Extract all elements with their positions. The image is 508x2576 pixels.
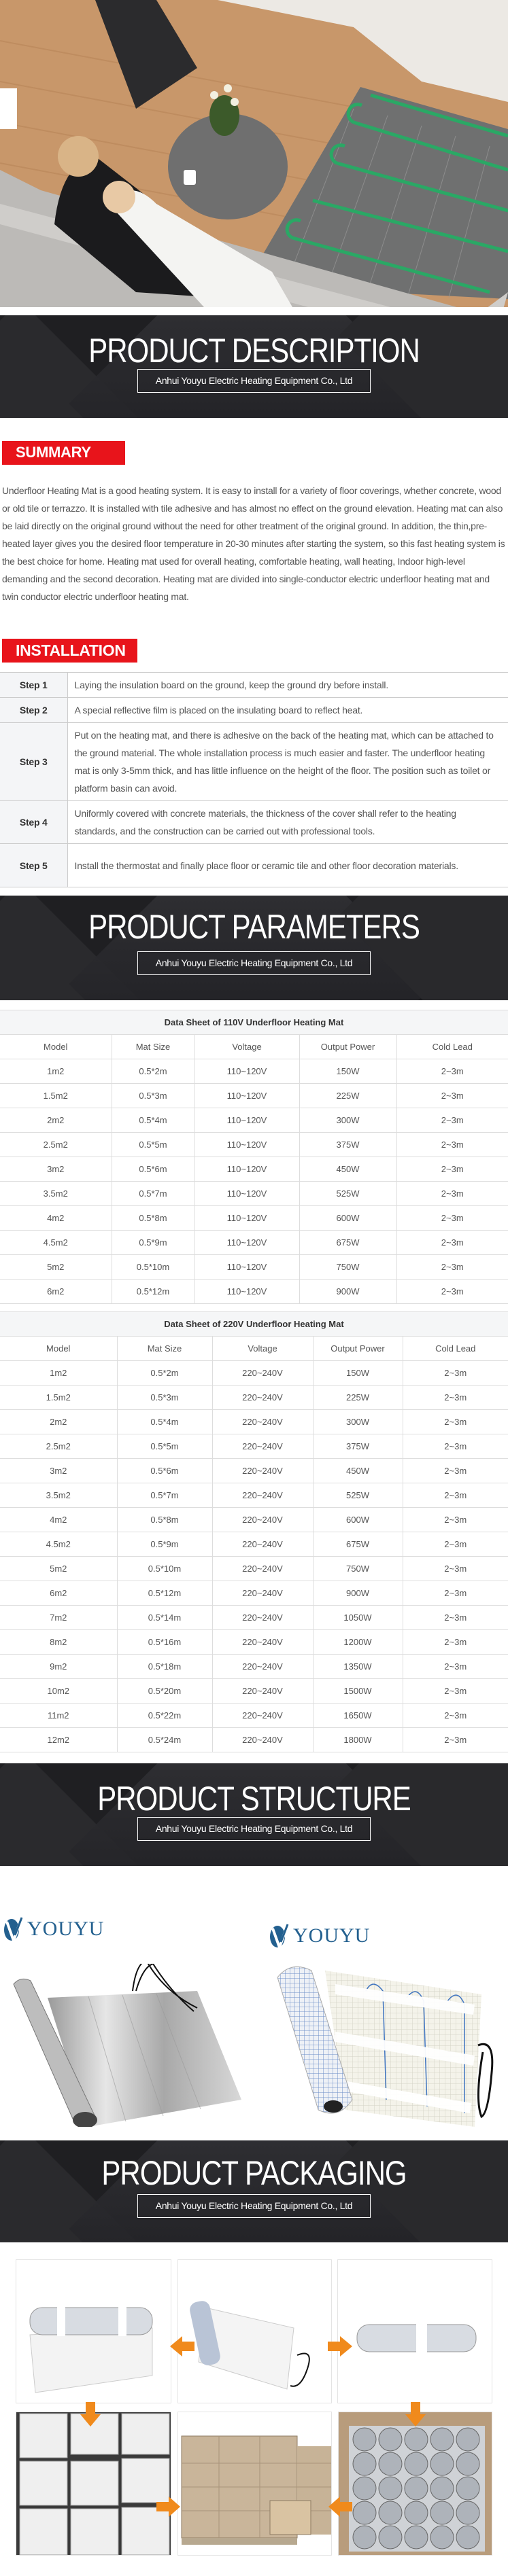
table-cell: 0.5*2m	[117, 1361, 212, 1386]
table-cell: 1.5m2	[0, 1386, 117, 1410]
section-banner-description	[0, 315, 508, 418]
installation-step-row	[0, 723, 508, 801]
step-description: Uniformly covered with concrete materials, the thickness of the cover shall refer to the heating standards, and the construction can be carried out with professional tools.	[67, 801, 508, 844]
table-row	[0, 1361, 508, 1386]
table-row	[0, 1459, 508, 1483]
table-cell: 220~240V	[212, 1606, 313, 1630]
arrow-right-icon	[169, 2496, 180, 2517]
table-row	[0, 1084, 508, 1108]
section-title: PRODUCT DESCRIPTION	[88, 331, 420, 370]
table-cell: 0.5*18m	[117, 1655, 212, 1679]
table-cell: 450W	[299, 1157, 396, 1182]
section-title: PRODUCT PACKAGING	[101, 2153, 407, 2192]
table-cell: 0.5*10m	[117, 1557, 212, 1581]
installation-table	[0, 672, 508, 887]
table-row	[0, 1679, 508, 1704]
table-cell: 450W	[313, 1459, 403, 1483]
table-cell: 4m2	[0, 1508, 117, 1532]
table-cell: 4m2	[0, 1206, 112, 1231]
table-cell: 2~3m	[403, 1483, 508, 1508]
section-banner-parameters	[0, 896, 508, 1000]
hero-image	[0, 0, 508, 307]
table-cell: 2~3m	[403, 1704, 508, 1728]
section-title: PRODUCT STRUCTURE	[97, 1779, 411, 1818]
table-cell: 2~3m	[396, 1255, 508, 1280]
table-cell: 6m2	[0, 1280, 112, 1304]
table-cell: 2~3m	[396, 1182, 508, 1206]
table-cell: 220~240V	[212, 1679, 313, 1704]
table-caption-row	[0, 1312, 508, 1337]
table-cell: 900W	[299, 1280, 396, 1304]
table-cell: 0.5*7m	[112, 1182, 194, 1206]
step-label: Step 3	[0, 723, 67, 801]
table-cell: 7m2	[0, 1606, 117, 1630]
table-cell: 2~3m	[403, 1386, 508, 1410]
table-cell: 150W	[299, 1059, 396, 1084]
table-cell: 150W	[313, 1361, 403, 1386]
youyu-logo	[269, 1920, 370, 1952]
company-name-box: Anhui Youyu Electric Heating Equipment Co., Ltd	[137, 1817, 371, 1841]
section-banner-structure	[0, 1763, 508, 1866]
table-cell: 3m2	[0, 1459, 117, 1483]
table-cell: 1650W	[313, 1704, 403, 1728]
table-row	[0, 1108, 508, 1133]
company-name-box: Anhui Youyu Electric Heating Equipment Co., Ltd	[137, 369, 371, 393]
table-cell: 220~240V	[212, 1728, 313, 1752]
table-cell: 1800W	[313, 1728, 403, 1752]
table-cell: 2.5m2	[0, 1133, 112, 1157]
step-label: Step 1	[0, 673, 67, 698]
table-row	[0, 1133, 508, 1157]
table-cell: 11m2	[0, 1704, 117, 1728]
table-cell: 0.5*9m	[112, 1231, 194, 1255]
table-cell: 110~120V	[194, 1084, 299, 1108]
table-cell: 8m2	[0, 1630, 117, 1655]
table-cell: 0.5*9m	[117, 1532, 212, 1557]
table-cell: 2~3m	[403, 1508, 508, 1532]
table-cell: 3.5m2	[0, 1483, 117, 1508]
table-cell: 2~3m	[396, 1133, 508, 1157]
table-cell: 2~3m	[403, 1679, 508, 1704]
table-cell: 3.5m2	[0, 1182, 112, 1206]
table-cell: 2.5m2	[0, 1434, 117, 1459]
table-cell: 220~240V	[212, 1581, 313, 1606]
table-cell: 110~120V	[194, 1255, 299, 1280]
table-cell: 0.5*16m	[117, 1630, 212, 1655]
table-cell: 110~120V	[194, 1059, 299, 1084]
table-cell: 0.5*6m	[112, 1157, 194, 1182]
table-cell: 220~240V	[212, 1386, 313, 1410]
table-cell: 2~3m	[396, 1280, 508, 1304]
table-row	[0, 1410, 508, 1434]
table-cell: 2~3m	[396, 1157, 508, 1182]
table-cell: 5m2	[0, 1557, 117, 1581]
step-description: Put on the heating mat, and there is adhesive on the back of the heating mat, which can be attached to the ground material. The whole installation process is much easier and faster. The underfloor heating mat is only 3-5mm thick, and has little influence on the height of the floor. The position such as toilet or platform basin can avoid.	[67, 723, 508, 801]
table-cell: 225W	[299, 1084, 396, 1108]
arrow-left-icon	[181, 2342, 194, 2351]
column-header: Output Power	[299, 1035, 396, 1059]
table-cell: 0.5*12m	[117, 1581, 212, 1606]
table-cell: 0.5*6m	[117, 1459, 212, 1483]
table-cell: 0.5*3m	[117, 1386, 212, 1410]
installation-step-row	[0, 673, 508, 698]
table-cell: 2~3m	[403, 1434, 508, 1459]
installation-step-row	[0, 698, 508, 723]
table-cell: 220~240V	[212, 1459, 313, 1483]
table-cell: 0.5*24m	[117, 1728, 212, 1752]
table-cell: 375W	[313, 1434, 403, 1459]
table-row	[0, 1508, 508, 1532]
section-banner-packaging	[0, 2140, 508, 2242]
table-cell: 110~120V	[194, 1182, 299, 1206]
step-description: Laying the insulation board on the ground, keep the ground dry before install.	[67, 673, 508, 698]
column-header: Voltage	[194, 1035, 299, 1059]
column-header: Output Power	[313, 1337, 403, 1361]
youyu-logo-mark-icon	[269, 1920, 289, 1952]
table-row	[0, 1581, 508, 1606]
table-row	[0, 1231, 508, 1255]
table-cell: 0.5*12m	[112, 1280, 194, 1304]
mesh-heating-mat-image	[271, 1964, 502, 2127]
table-cell: 900W	[313, 1581, 403, 1606]
table-cell: 9m2	[0, 1655, 117, 1679]
table-cell: 0.5*14m	[117, 1606, 212, 1630]
table-row	[0, 1206, 508, 1231]
table-cell: 750W	[299, 1255, 396, 1280]
table-cell: 525W	[313, 1483, 403, 1508]
table-cell: 2~3m	[396, 1084, 508, 1108]
table-cell: 2m2	[0, 1410, 117, 1434]
table-cell: 2~3m	[396, 1108, 508, 1133]
table-cell: 1050W	[313, 1606, 403, 1630]
table-cell: 0.5*10m	[112, 1255, 194, 1280]
section-title: PRODUCT PARAMETERS	[88, 907, 420, 946]
table-cell: 110~120V	[194, 1206, 299, 1231]
logo-text: YOUYU	[27, 1918, 105, 1940]
table-cell: 4.5m2	[0, 1231, 112, 1255]
installation-label: INSTALLATION	[2, 639, 137, 663]
table-cell: 6m2	[0, 1581, 117, 1606]
table-row	[0, 1557, 508, 1581]
installation-step-row	[0, 801, 508, 844]
table-row	[0, 1483, 508, 1508]
table-caption-row	[0, 1010, 508, 1035]
table-cell: 10m2	[0, 1679, 117, 1704]
table-cell: 2~3m	[403, 1630, 508, 1655]
table-cell: 220~240V	[212, 1483, 313, 1508]
arrow-down-icon	[80, 2414, 101, 2427]
table-cell: 0.5*8m	[117, 1508, 212, 1532]
table-cell: 2~3m	[396, 1231, 508, 1255]
table-cell: 2~3m	[403, 1459, 508, 1483]
table-cell: 1.5m2	[0, 1084, 112, 1108]
table-cell: 0.5*5m	[112, 1133, 194, 1157]
youyu-logo	[3, 1915, 104, 1943]
table-row	[0, 1386, 508, 1410]
table-row	[0, 1059, 508, 1084]
summary-label: SUMMARY	[2, 441, 125, 465]
table-cell: 675W	[299, 1231, 396, 1255]
table-cell: 600W	[313, 1508, 403, 1532]
table-cell: 0.5*4m	[112, 1108, 194, 1133]
table-cell: 220~240V	[212, 1361, 313, 1386]
table-cell: 220~240V	[212, 1655, 313, 1679]
table-cell: 0.5*3m	[112, 1084, 194, 1108]
table-cell: 225W	[313, 1386, 403, 1410]
step-description: A special reflective film is placed on the insulating board to reflect heat.	[67, 698, 508, 723]
table-cell: 220~240V	[212, 1704, 313, 1728]
arrow-left-icon	[170, 2336, 182, 2357]
table-cell: 0.5*2m	[112, 1059, 194, 1084]
table-cell: 750W	[313, 1557, 403, 1581]
table-cell: 220~240V	[212, 1434, 313, 1459]
table-row	[0, 1255, 508, 1280]
column-header: Model	[0, 1337, 117, 1361]
table-cell: 2~3m	[403, 1728, 508, 1752]
table-row	[0, 1606, 508, 1630]
column-header: Mat Size	[112, 1035, 194, 1059]
table-row	[0, 1728, 508, 1752]
table-cell: 2~3m	[403, 1410, 508, 1434]
company-name-box: Anhui Youyu Electric Heating Equipment Co., Ltd	[137, 951, 371, 975]
table-cell: 12m2	[0, 1728, 117, 1752]
table-cell: 1m2	[0, 1361, 117, 1386]
table-cell: 1200W	[313, 1630, 403, 1655]
foil-heating-mat-image	[0, 1964, 252, 2127]
table-row	[0, 1630, 508, 1655]
table-cell: 110~120V	[194, 1108, 299, 1133]
table-cell: 2~3m	[403, 1532, 508, 1557]
table-cell: 600W	[299, 1206, 396, 1231]
table-cell: 220~240V	[212, 1557, 313, 1581]
company-name-box: Anhui Youyu Electric Heating Equipment Co., Ltd	[137, 2194, 371, 2218]
table-row	[0, 1532, 508, 1557]
table-cell: 2~3m	[403, 1606, 508, 1630]
table-cell: 1m2	[0, 1059, 112, 1084]
table-row	[0, 1434, 508, 1459]
youyu-logo-mark-icon	[3, 1915, 23, 1943]
table-cell: 375W	[299, 1133, 396, 1157]
table-cell: 300W	[299, 1108, 396, 1133]
table-cell: 2~3m	[403, 1655, 508, 1679]
logo-text: YOUYU	[293, 1924, 371, 1947]
table-cell: 2~3m	[403, 1581, 508, 1606]
step-description: Install the thermostat and finally place floor or ceramic tile and other floor decoration materials.	[67, 844, 508, 887]
table-row	[0, 1182, 508, 1206]
column-header: Model	[0, 1035, 112, 1059]
table-cell: 0.5*20m	[117, 1679, 212, 1704]
step-label: Step 2	[0, 698, 67, 723]
table-row	[0, 1704, 508, 1728]
summary-text: Underfloor Heating Mat is a good heating system. It is easy to install for a variety of floor coverings, whether concrete, wood or old tile or terrazzo. It is installed with tile adhesive and has almost no effect on the ground elevation. Heating mat can also be laid directly on the original ground without the need for other treatment of the original ground. In addition, the thin,pre-heated layer gives you the desired floor temperature in 20-30 minutes after starting the system, so this fast heating system is the best choice for home. Heating mat used for overall heating, comfortable heating, wall heating, Indoor high-level demanding and the second decoration. Heating mat are divided into single-conductor electric underfloor heating mat and twin conductor electric underfloor heating mat.	[2, 485, 505, 602]
arrow-right-icon	[340, 2336, 352, 2357]
table-caption: Data Sheet of 110V Underfloor Heating Mat	[0, 1010, 508, 1035]
installation-step-row	[0, 844, 508, 887]
table-cell: 2~3m	[403, 1361, 508, 1386]
table-cell: 3m2	[0, 1157, 112, 1182]
table-cell: 5m2	[0, 1255, 112, 1280]
table-row	[0, 1280, 508, 1304]
table-cell: 0.5*22m	[117, 1704, 212, 1728]
table-cell: 110~120V	[194, 1280, 299, 1304]
arrow-left-icon	[328, 2496, 340, 2517]
table-cell: 2~3m	[396, 1059, 508, 1084]
column-header: Mat Size	[117, 1337, 212, 1361]
data-sheet-110v	[0, 1010, 508, 1304]
table-cell: 0.5*4m	[117, 1410, 212, 1434]
table-cell: 300W	[313, 1410, 403, 1434]
table-cell: 220~240V	[212, 1630, 313, 1655]
table-cell: 220~240V	[212, 1532, 313, 1557]
arrow-down-icon	[405, 2414, 426, 2427]
table-row	[0, 1157, 508, 1182]
table-cell: 110~120V	[194, 1157, 299, 1182]
column-header: Cold Lead	[403, 1337, 508, 1361]
table-cell: 0.5*8m	[112, 1206, 194, 1231]
table-cell: 110~120V	[194, 1133, 299, 1157]
table-cell: 525W	[299, 1182, 396, 1206]
column-header: Voltage	[212, 1337, 313, 1361]
table-cell: 220~240V	[212, 1508, 313, 1532]
table-cell: 110~120V	[194, 1231, 299, 1255]
packaging-flow-arrows	[0, 2259, 508, 2576]
table-cell: 2~3m	[403, 1557, 508, 1581]
table-cell: 220~240V	[212, 1410, 313, 1434]
column-header: Cold Lead	[396, 1035, 508, 1059]
table-cell: 0.5*7m	[117, 1483, 212, 1508]
data-sheet-220v	[0, 1311, 508, 1752]
step-label: Step 4	[0, 801, 67, 844]
table-cell: 1350W	[313, 1655, 403, 1679]
table-cell: 0.5*5m	[117, 1434, 212, 1459]
table-caption: Data Sheet of 220V Underfloor Heating Mat	[0, 1312, 508, 1337]
table-cell: 1500W	[313, 1679, 403, 1704]
step-label: Step 5	[0, 844, 67, 887]
table-header-row	[0, 1035, 508, 1059]
table-cell: 675W	[313, 1532, 403, 1557]
table-cell: 2m2	[0, 1108, 112, 1133]
table-cell: 4.5m2	[0, 1532, 117, 1557]
table-cell: 2~3m	[396, 1206, 508, 1231]
table-header-row	[0, 1337, 508, 1361]
table-row	[0, 1655, 508, 1679]
